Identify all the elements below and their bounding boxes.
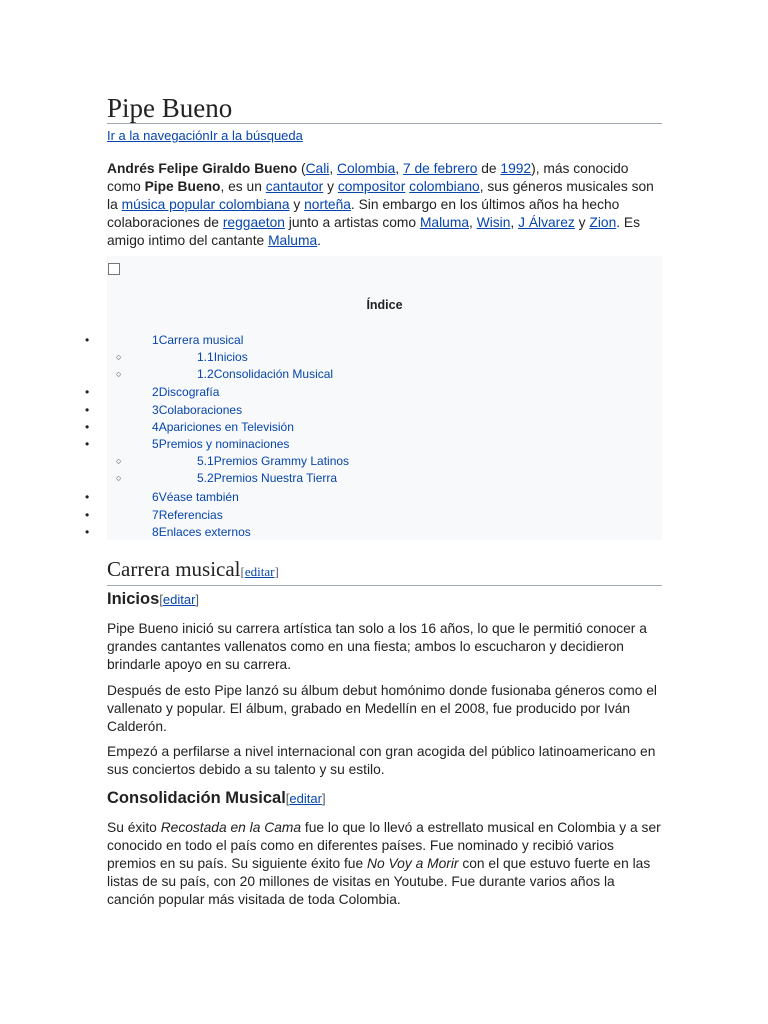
- toc-item[interactable]: [152, 419, 294, 435]
- toc-item-label: Apariciones en Televisión: [158, 420, 294, 434]
- toc-item-label: Inicios: [213, 350, 248, 364]
- toc-item[interactable]: [197, 349, 248, 365]
- link-compositor[interactable]: compositor: [337, 179, 406, 194]
- toc-item[interactable]: [152, 402, 242, 418]
- paragraph: Después de esto Pipe lanzó su álbum debut homónimo donde fusionaba géneros como el vallenato y popular. El álbum, grabado en Medellín en el 2008, fue producido por Iván Calderón.: [107, 683, 657, 734]
- link-reggaeton[interactable]: reggaeton: [222, 215, 285, 230]
- edit-section: [editar]: [285, 791, 326, 806]
- song-title: No Voy a Morir: [367, 856, 459, 871]
- toc-subitem-bullet: ○: [116, 473, 122, 483]
- toc-item-number: 5.2: [197, 471, 214, 485]
- edit-link[interactable]: editar: [289, 791, 322, 806]
- toc-item-label: Véase también: [158, 490, 239, 504]
- toc-title: Índice: [366, 298, 403, 312]
- skip-links: [107, 128, 303, 143]
- song-title: Recostada en la Cama: [160, 820, 302, 835]
- toc-item[interactable]: [152, 489, 239, 505]
- toc-item-bullet: •: [85, 333, 90, 347]
- toc-item-number: 1.1: [197, 350, 214, 364]
- alias: Pipe Bueno: [144, 179, 221, 194]
- toc-item[interactable]: [152, 332, 243, 348]
- toc-item[interactable]: [197, 366, 333, 382]
- toc-item-label: Consolidación Musical: [213, 367, 334, 381]
- subsection-heading-inicios: Inicios[editar]: [107, 590, 200, 608]
- toc-item-number: 4: [152, 420, 159, 434]
- toc-item-number: 5.1: [197, 454, 214, 468]
- link-colombiano[interactable]: colombiano: [409, 179, 480, 194]
- link-birth-year[interactable]: 1992: [500, 161, 532, 176]
- toc-item-label: Colaboraciones: [158, 403, 243, 417]
- link-maluma[interactable]: Maluma: [419, 215, 470, 230]
- skip-to-navigation-link[interactable]: Ir a la navegación: [107, 128, 210, 143]
- link-musica-popular[interactable]: música popular colombiana: [121, 197, 290, 212]
- subsection-heading-consolidacion: Consolidación Musical[editar]: [107, 789, 326, 807]
- link-wisin[interactable]: Wisin: [476, 215, 511, 230]
- edit-section: [editar]: [159, 592, 200, 607]
- link-cantautor[interactable]: cantautor: [265, 179, 324, 194]
- toc-item[interactable]: [197, 453, 349, 469]
- toc-item-number: 8: [152, 525, 159, 539]
- toc-item[interactable]: [152, 384, 219, 400]
- lead-paragraph: Andrés Felipe Giraldo Bueno (Cali, Colombia, 7 de febrero de 1992), más conocido como Pipe Bueno, es un cantautor y compositor colombiano, sus géneros musicales son la música popular colombiana y norteña. Sin embargo en los últimos años ha hecho colaboraciones de reggaeton junto a artistas como Maluma, Wisin, J Álvarez y Zion. Es amigo intimo del cantante Maluma.: [107, 161, 654, 248]
- toc-item-number: 3: [152, 403, 159, 417]
- toc-item-number: 5: [152, 437, 159, 451]
- toc-toggle-checkbox[interactable]: [108, 263, 120, 275]
- full-name: Andrés Felipe Giraldo Bueno: [107, 161, 298, 176]
- toc-item[interactable]: [152, 507, 223, 523]
- toc-item-label: Enlaces externos: [158, 525, 251, 539]
- toc-item-label: Discografía: [158, 385, 220, 399]
- toc-item-number: 7: [152, 508, 159, 522]
- toc-item-bullet: •: [85, 437, 90, 451]
- skip-to-search-link[interactable]: Ir a la búsqueda: [209, 128, 303, 143]
- edit-link[interactable]: editar: [244, 564, 275, 579]
- table-of-contents: [85, 256, 662, 540]
- toc-item-number: 2: [152, 385, 159, 399]
- toc-item-label: Premios Nuestra Tierra: [213, 471, 338, 485]
- section-heading-carrera-musical: Carrera musical[editar]: [107, 557, 662, 586]
- link-zion[interactable]: Zion: [589, 215, 617, 230]
- toc-item-number: 1: [152, 333, 159, 347]
- toc-item-bullet: •: [85, 403, 90, 417]
- edit-section: [editar]: [240, 564, 279, 579]
- link-cali[interactable]: Cali: [305, 161, 330, 176]
- paragraph: Empezó a perfilarse a nivel internacional con gran acogida del público latinoamericano en sus conciertos debido a su talento y su estilo.: [107, 744, 656, 777]
- edit-link[interactable]: editar: [162, 592, 196, 607]
- toc-subitem-bullet: ○: [116, 352, 122, 362]
- toc-item-bullet: •: [85, 490, 90, 504]
- toc-item-label: Premios y nominaciones: [158, 437, 290, 451]
- paragraph: Su éxito Recostada en la Cama fue lo que lo llevó a estrellato musical en Colombia y a ser conocido en todo el país como en diferentes países. Fue nominado y recibió varios premios en su país. Su siguiente éxito fue No Voy a Morir con el que estuvo fuerte en las listas de su país, con 20 millones de visitas en Youtube. Fue durante varios años la canción popular más visitada de toda Colombia.: [107, 820, 661, 907]
- link-colombia[interactable]: Colombia: [337, 161, 396, 176]
- toc-item-bullet: •: [85, 385, 90, 399]
- page-title: Pipe Bueno: [107, 93, 662, 124]
- toc-item-bullet: •: [85, 420, 90, 434]
- toc-item-label: Premios Grammy Latinos: [213, 454, 350, 468]
- toc-item-number: 6: [152, 490, 159, 504]
- toc-item[interactable]: [197, 470, 337, 486]
- link-maluma-2[interactable]: Maluma: [268, 233, 318, 248]
- toc-item[interactable]: [152, 436, 289, 452]
- toc-item-label: Carrera musical: [158, 333, 244, 347]
- toc-item-bullet: •: [85, 508, 90, 522]
- link-birth-date[interactable]: 7 de febrero: [402, 161, 478, 176]
- toc-item-label: Referencias: [158, 508, 223, 522]
- link-nortena[interactable]: norteña: [304, 197, 351, 212]
- toc-item[interactable]: [152, 524, 251, 540]
- toc-item-bullet: •: [85, 525, 90, 539]
- paragraph: Pipe Bueno inició su carrera artística tan solo a los 16 años, lo que le permitió conocer a grandes cantantes vallenatos como en una fiesta; ambos lo escucharon y decidieron brindarle apoyo en su carrera.: [107, 621, 647, 672]
- link-j-alvarez[interactable]: J Álvarez: [518, 215, 575, 230]
- toc-item-number: 1.2: [197, 367, 214, 381]
- toc-subitem-bullet: ○: [116, 456, 122, 466]
- toc-subitem-bullet: ○: [116, 369, 122, 379]
